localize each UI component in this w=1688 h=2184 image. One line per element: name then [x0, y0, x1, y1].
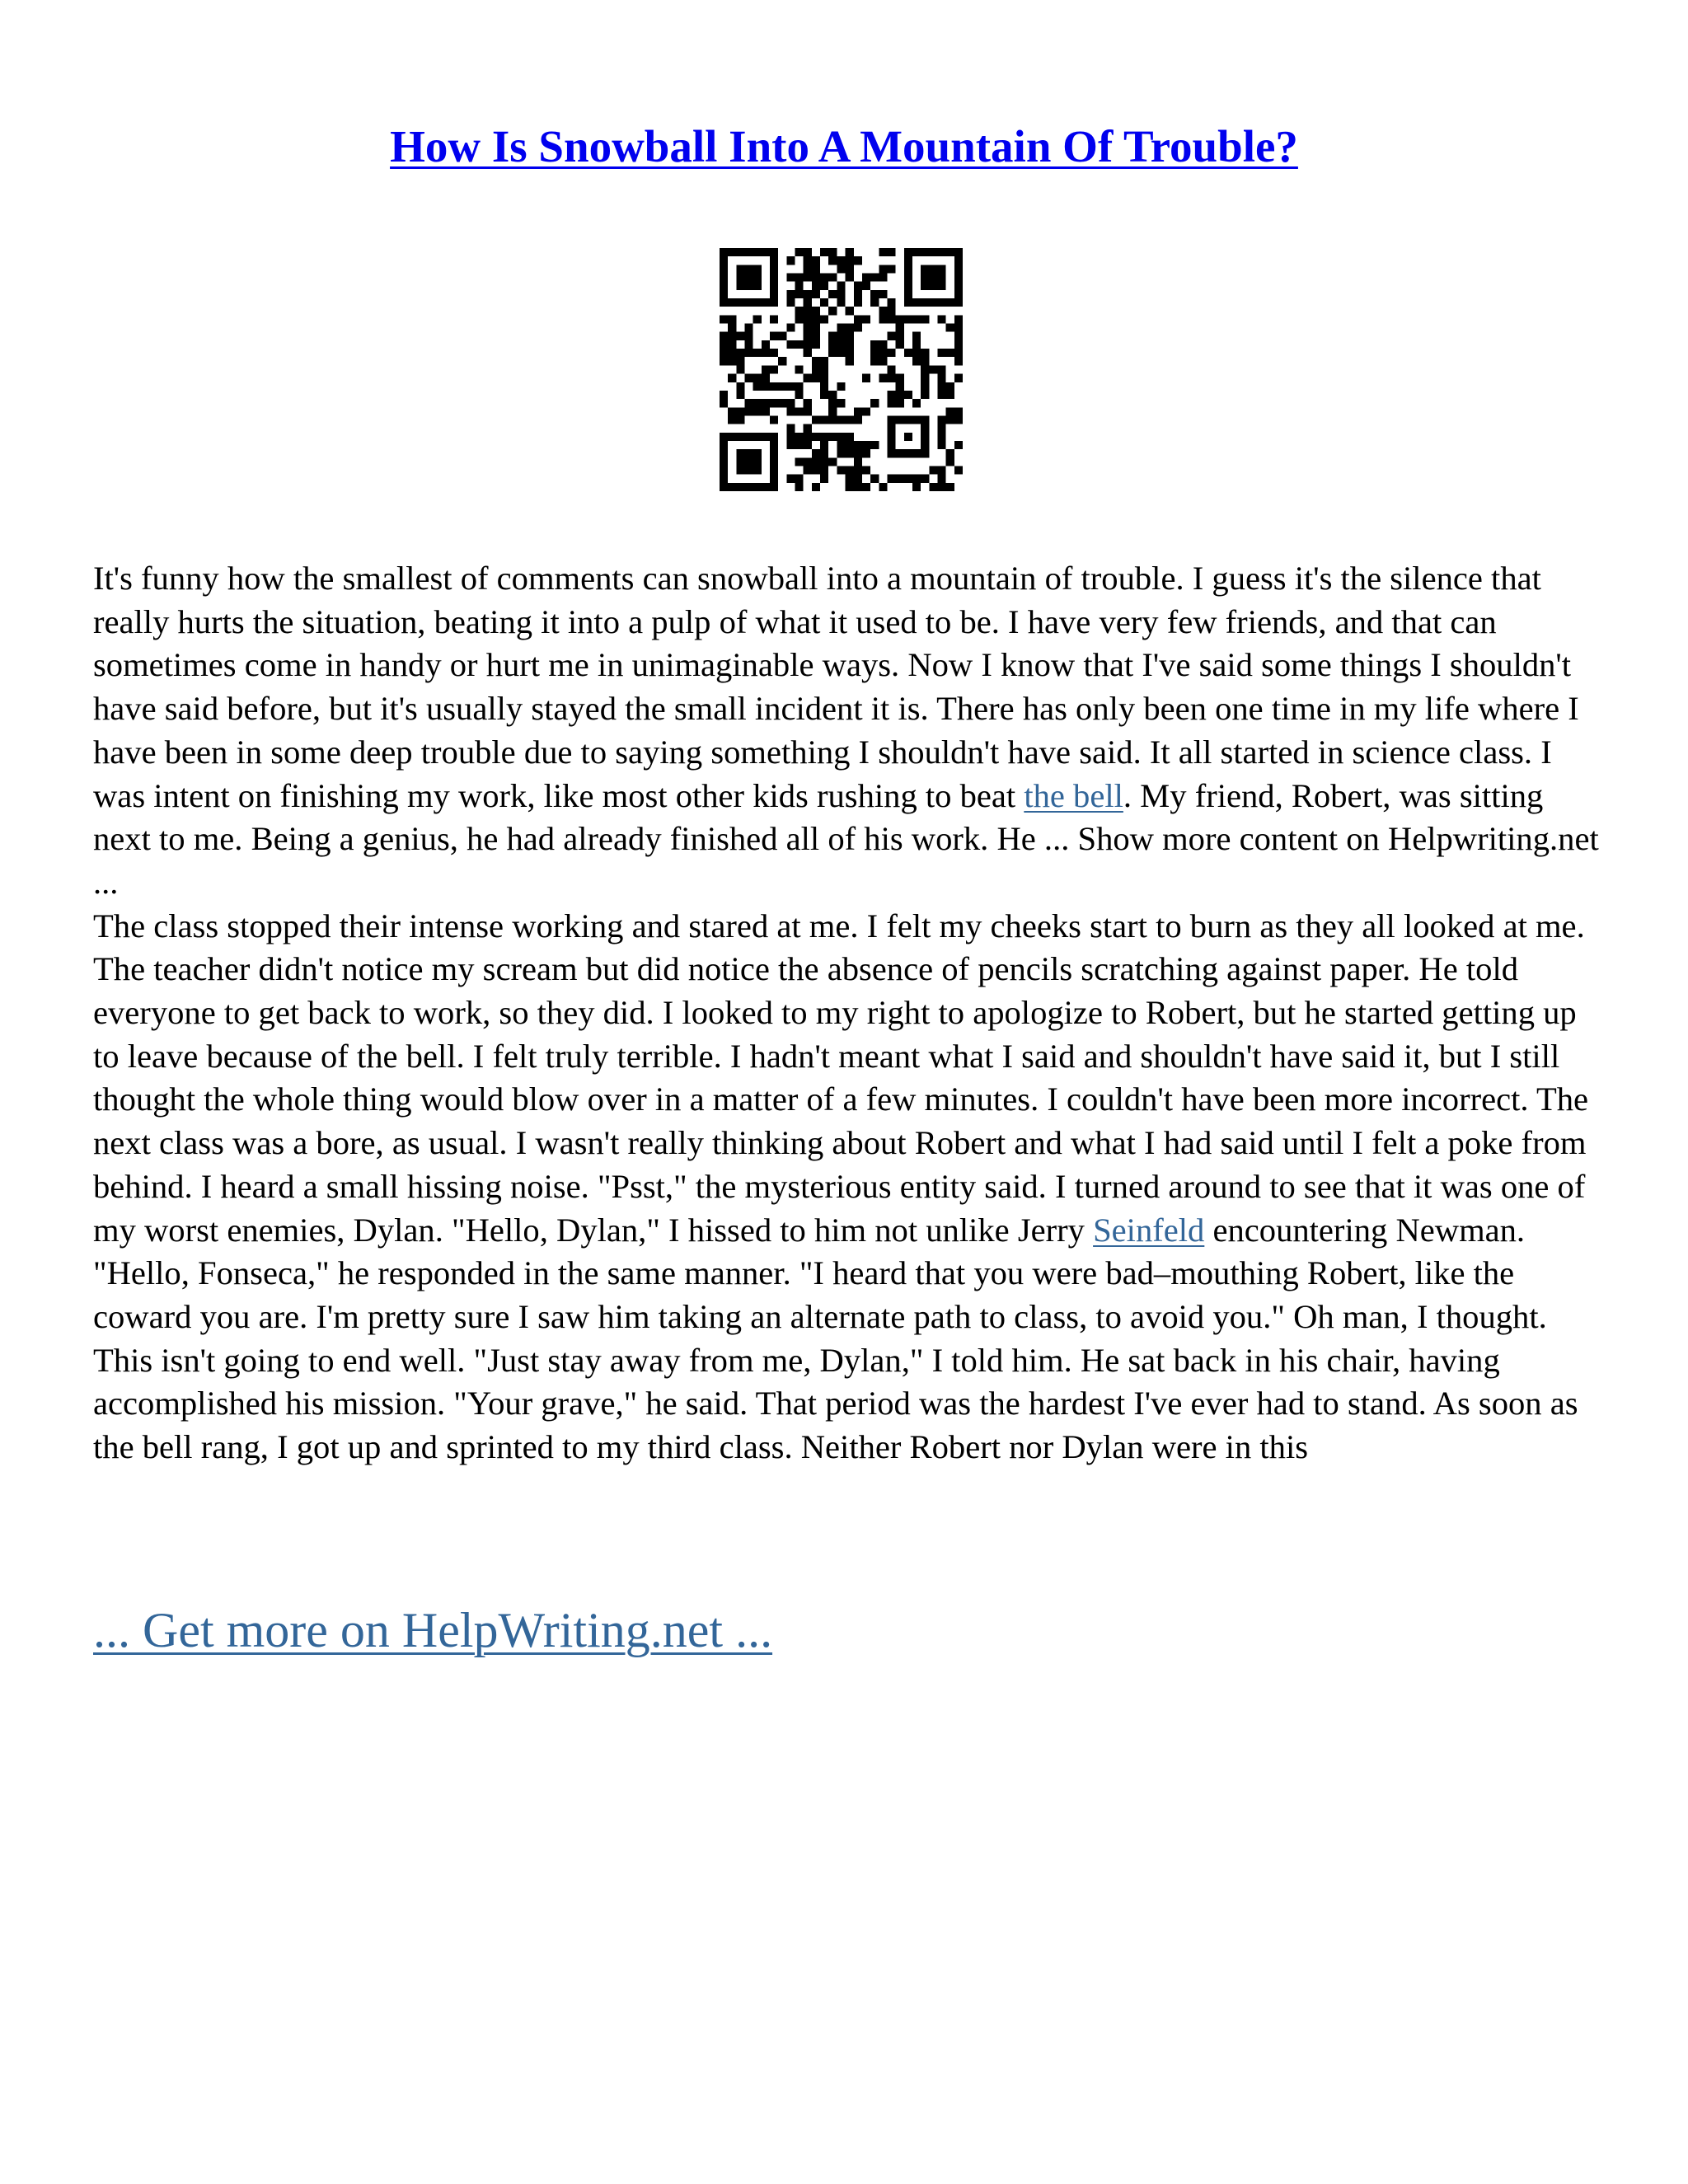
- get-more-paragraph: [93, 1597, 772, 1663]
- the-bell-link[interactable]: the bell: [1024, 776, 1123, 814]
- paragraph-text: . My friend, Robert, was sitting next to me. Being a genius, he had already finished all of his work. He ... Show more content on Helpwriting.net ...: [93, 776, 1599, 901]
- paragraph-text: The class stopped their intense working and stared at me. I felt my cheeks start to burn as they all looked at me. The teacher didn't notice my scream but did notice the absence of pencils scratching against paper. He told everyone to get back to work, so they did. I looked to my right to apologize to Robert, but he started getting up to leave because of the bell. I felt truly terrible. I hadn't meant what I said and shouldn't have said it, but I still thought the whole thing would blow over in a matter of a few minutes. I couldn't have been more incorrect. The next class was a bore, as usual. I wasn't really thinking about Robert and what I had said until I felt a poke from behind. I heard a small hissing noise. "Psst," the mysterious entity said. I turned around to see that it was one of my worst enemies, Dylan. "Hello, Dylan," I hissed to him not unlike Jerry: [93, 907, 1589, 1249]
- title-link[interactable]: How Is Snowball Into A Mountain Of Trouble?: [390, 121, 1298, 171]
- get-more-link[interactable]: ... Get more on HelpWriting.net ...: [93, 1603, 773, 1657]
- paragraph-text: It's funny how the smallest of comments can snowball into a mountain of trouble. I guess it's the silence that really hurts the situation, beating it into a pulp of what it used to be. I have very few friends, and that can sometimes come in handy or hurt me in unimaginable ways. Now I know that I've said some things I shouldn't have said before, but it's usually stayed the small incident it is. There has only been one time in my life where I have been in some deep trouble due to saying something I shouldn't have said. It all started in science class. I was intent on finishing my work, like most other kids rushing to beat: [93, 560, 1579, 814]
- paragraph-text: encountering Newman. "Hello, Fonseca," he responded in the same manner. "I heard that you were bad–mouthing Robert, like the coward you are. I'm pretty sure I saw him taking an alternate path to class, to avoid you." Oh man, I thought. This isn't going to end well. "Just stay away from me, Dylan," I told him. He sat back in his chair, having accomplished his mission. "Your grave," he said. That period was the hardest I've ever had to stand. As soon as the bell rang, I got up and sprinted to my third class. Neither Robert nor Dylan were in this: [93, 1211, 1578, 1466]
- qr-code-icon: [720, 248, 963, 491]
- seinfeld-link[interactable]: Seinfeld: [1093, 1211, 1205, 1249]
- essay-paragraph: [93, 557, 1601, 1469]
- page-title: [0, 114, 1688, 180]
